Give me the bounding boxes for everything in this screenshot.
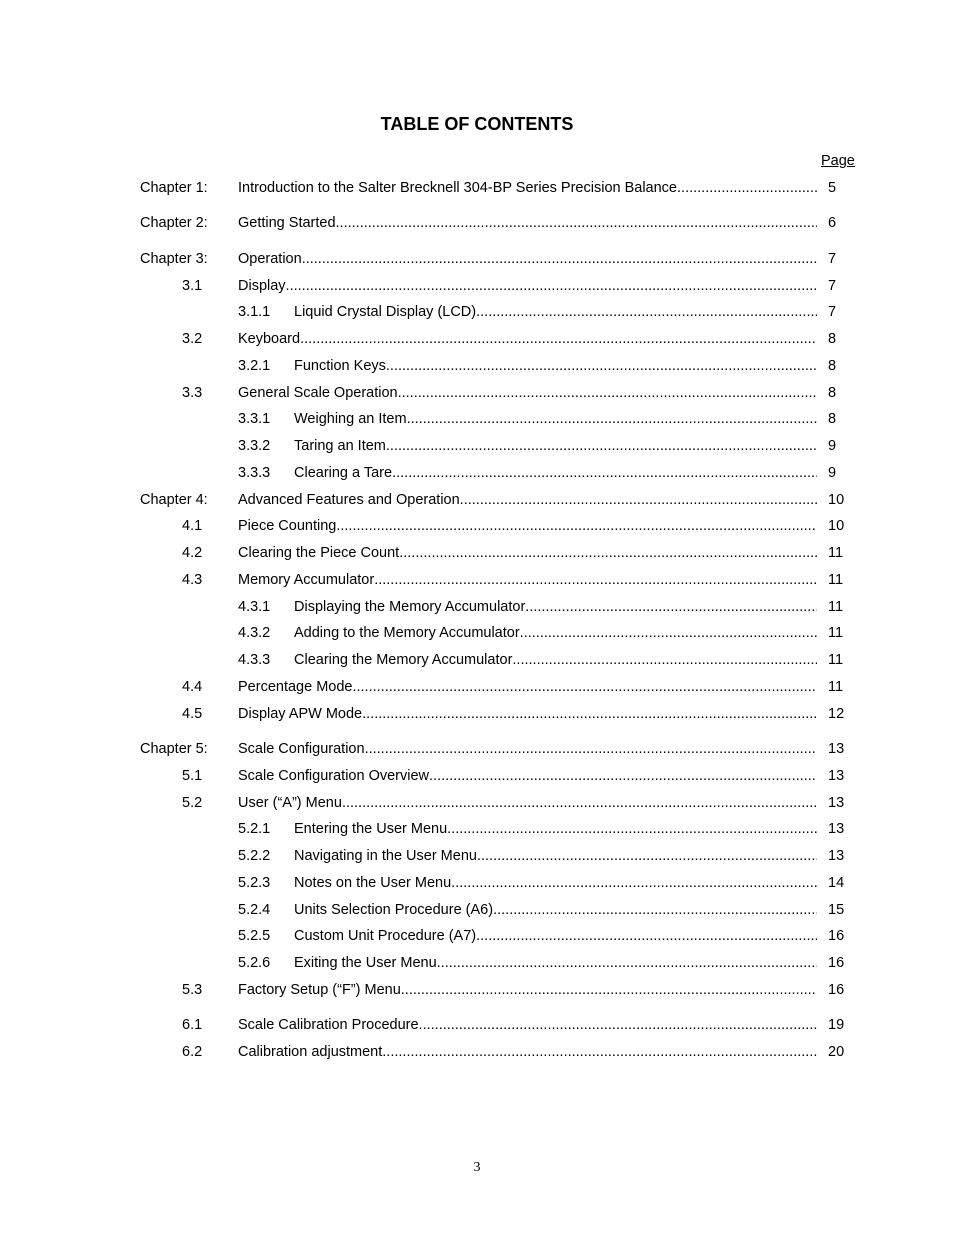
toc-entry-title: Scale Configuration (238, 741, 365, 757)
toc-entry-title-line (238, 329, 817, 349)
toc-entry (0, 704, 954, 724)
toc-entry (0, 623, 954, 643)
toc-subsection-number: 3.2.1 (238, 358, 271, 374)
toc-entry-title-line (238, 900, 817, 920)
toc-entry (0, 178, 954, 198)
toc-subsection-number: 4.3.2 (238, 625, 271, 641)
toc-entry-title-line (238, 436, 817, 456)
toc-entry (0, 436, 954, 456)
dot-leader (362, 704, 817, 724)
toc-entry-title: Exiting the User Menu (294, 955, 437, 971)
toc-subsection-number: 4.3.3 (238, 652, 271, 668)
toc-entry (0, 329, 954, 349)
toc-page-number: 10 (828, 492, 845, 508)
toc-subsection-number: 3.3.1 (238, 411, 271, 427)
toc-entry (0, 739, 954, 759)
toc-entry-title: Display APW Mode (238, 706, 363, 722)
toc-entry-title-line (238, 650, 817, 670)
toc-page-number: 20 (828, 1044, 845, 1060)
dot-leader (392, 463, 817, 483)
toc-entry-title: User (“A”) Menu (238, 795, 342, 811)
toc-entry-title-line (238, 409, 817, 429)
toc-entry-title: Clearing the Piece Count (238, 545, 400, 561)
dot-leader (493, 900, 817, 920)
toc-entry-title: Entering the User Menu (294, 821, 448, 837)
toc-chapter-label: Chapter 5: (140, 741, 208, 757)
toc-section-number: 6.1 (182, 1017, 203, 1033)
toc-entry-title: Scale Configuration Overview (238, 768, 430, 784)
toc-entry (0, 766, 954, 786)
toc-section-number: 5.2 (182, 795, 203, 811)
toc-entry-title-line (238, 953, 817, 973)
toc-page-number: 9 (828, 438, 837, 454)
dot-leader (677, 178, 817, 198)
toc-entry (0, 793, 954, 813)
dot-leader (300, 329, 817, 349)
dot-leader (374, 570, 817, 590)
toc-entry-title-line (238, 926, 817, 946)
toc-page-number: 11 (828, 652, 844, 668)
toc-page-number: 11 (828, 679, 844, 695)
toc-entry-title-line (238, 463, 817, 483)
toc-page-number: 15 (828, 902, 845, 918)
toc-entry (0, 490, 954, 510)
toc-entry (0, 516, 954, 536)
toc-entry-title: Displaying the Memory Accumulator (294, 599, 526, 615)
toc-section-number: 4.4 (182, 679, 203, 695)
dot-leader (520, 623, 817, 643)
toc-entry-title: Clearing the Memory Accumulator (294, 652, 513, 668)
toc-page-number: 8 (828, 411, 837, 427)
dot-leader (419, 1015, 817, 1035)
toc-entry (0, 650, 954, 670)
toc-entry-title: Calibration adjustment (238, 1044, 383, 1060)
toc-entry (0, 819, 954, 839)
toc-subsection-number: 5.2.3 (238, 875, 271, 891)
dot-leader (407, 409, 817, 429)
toc-entry (0, 276, 954, 296)
toc-entry-title-line (238, 302, 817, 322)
toc-entry-title-line (238, 383, 817, 403)
toc-entry-title-line (238, 178, 817, 198)
toc-entry-title-line (238, 490, 817, 510)
toc-entry-title: Display (238, 278, 286, 294)
toc-page-number: 7 (828, 278, 837, 294)
dot-leader (352, 677, 817, 697)
dot-leader (477, 846, 817, 866)
toc-page-number: 13 (828, 821, 845, 837)
toc-subsection-number: 5.2.6 (238, 955, 271, 971)
toc-page-number: 16 (828, 982, 845, 998)
toc-entry-title: Keyboard (238, 331, 301, 347)
toc-page-number: 5 (828, 180, 837, 196)
toc-entry-title: Adding to the Memory Accumulator (294, 625, 520, 641)
toc-entry-title-line (238, 1042, 817, 1062)
page-column-header: Page (821, 153, 855, 169)
toc-chapter-label: Chapter 1: (140, 180, 208, 196)
dot-leader (429, 766, 817, 786)
toc-entry-title: Percentage Mode (238, 679, 353, 695)
toc-entry-title: General Scale Operation (238, 385, 398, 401)
toc-entry-title: Navigating in the User Menu (294, 848, 477, 864)
toc-entry-title: Weighing an Item (294, 411, 407, 427)
toc-entry-title: Memory Accumulator (238, 572, 375, 588)
toc-entry-title: Advanced Features and Operation (238, 492, 460, 508)
toc-entry (0, 1015, 954, 1035)
toc-entry-title: Introduction to the Salter Brecknell 304-BP Series Precision Balance (238, 180, 678, 196)
toc-entry-title-line (238, 846, 817, 866)
toc-subsection-number: 5.2.5 (238, 928, 271, 944)
toc-entry-title-line (238, 677, 817, 697)
dot-leader (286, 276, 817, 296)
toc-entry-title-line (238, 819, 817, 839)
footer-page-number: 3 (473, 1160, 481, 1175)
toc-entry-title: Notes on the User Menu (294, 875, 452, 891)
dot-leader (401, 980, 817, 1000)
toc-subsection-number: 3.3.3 (238, 465, 271, 481)
toc-entry (0, 302, 954, 322)
toc-page-number: 8 (828, 385, 837, 401)
toc-entry-title: Clearing a Tare (294, 465, 393, 481)
toc-subsection-number: 5.2.4 (238, 902, 271, 918)
toc-entry-title: Custom Unit Procedure (A7) (294, 928, 477, 944)
toc-entry-title-line (238, 543, 817, 563)
toc-entry (0, 873, 954, 893)
toc-page-number: 19 (828, 1017, 845, 1033)
dot-leader (437, 953, 817, 973)
toc-entry-title: Taring an Item (294, 438, 386, 454)
toc-section-number: 3.1 (182, 278, 203, 294)
toc-page-number: 11 (828, 599, 844, 615)
toc-entry (0, 409, 954, 429)
page-title: TABLE OF CONTENTS (380, 114, 574, 134)
toc-section-number: 3.2 (182, 331, 203, 347)
toc-entry-title-line (238, 873, 817, 893)
toc-entry-title-line (238, 623, 817, 643)
toc-entry-title-line (238, 356, 817, 376)
dot-leader (525, 597, 817, 617)
toc-entry-title: Scale Calibration Procedure (238, 1017, 419, 1033)
toc-subsection-number: 5.2.1 (238, 821, 271, 837)
toc-page-number: 16 (828, 955, 845, 971)
toc-section-number: 5.3 (182, 982, 203, 998)
toc-entry-title-line (238, 213, 817, 233)
toc-page-number: 9 (828, 465, 837, 481)
toc-section-number: 4.5 (182, 706, 203, 722)
dot-leader (386, 436, 817, 456)
toc-entry-title-line (238, 1015, 817, 1035)
toc-page-number: 8 (828, 331, 837, 347)
toc-entry-title-line (238, 793, 817, 813)
toc-page-number: 13 (828, 795, 845, 811)
toc-entry-title: Units Selection Procedure (A6) (294, 902, 494, 918)
dot-leader (336, 213, 817, 233)
toc-entry (0, 926, 954, 946)
toc-entry (0, 383, 954, 403)
toc-page-number: 11 (828, 545, 844, 561)
toc-entry (0, 463, 954, 483)
toc-entry-title: Piece Counting (238, 518, 337, 534)
toc-subsection-number: 3.1.1 (238, 304, 271, 320)
toc-entry (0, 846, 954, 866)
toc-entry (0, 543, 954, 563)
toc-entry (0, 677, 954, 697)
toc-entry-title-line (238, 249, 817, 269)
dot-leader (365, 739, 817, 759)
dot-leader (512, 650, 817, 670)
toc-entry (0, 1042, 954, 1062)
toc-page-number: 7 (828, 251, 837, 267)
toc-entry (0, 356, 954, 376)
toc-entry-title: Liquid Crystal Display (LCD) (294, 304, 477, 320)
toc-section-number: 5.1 (182, 768, 203, 784)
dot-leader (460, 490, 817, 510)
toc-entry (0, 597, 954, 617)
dot-leader (476, 926, 817, 946)
toc-section-number: 4.1 (182, 518, 203, 534)
toc-page-number: 14 (828, 875, 845, 891)
toc-section-number: 4.3 (182, 572, 203, 588)
toc-page-number: 16 (828, 928, 845, 944)
dot-leader (398, 383, 817, 403)
toc-section-number: 6.2 (182, 1044, 203, 1060)
toc-page-number: 7 (828, 304, 837, 320)
toc-entry (0, 249, 954, 269)
toc-entry-title-line (238, 597, 817, 617)
toc-subsection-number: 3.3.2 (238, 438, 271, 454)
toc-entry-title: Function Keys (294, 358, 386, 374)
toc-entry-title-line (238, 766, 817, 786)
toc-entry-title-line (238, 516, 817, 536)
dot-leader (336, 516, 817, 536)
toc-page-number: 6 (828, 215, 837, 231)
toc-entry-title-line (238, 739, 817, 759)
toc-page-number: 8 (828, 358, 837, 374)
toc-chapter-label: Chapter 3: (140, 251, 208, 267)
toc-page-number: 12 (828, 706, 845, 722)
toc-entry-title-line (238, 980, 817, 1000)
dot-leader (342, 793, 817, 813)
dot-leader (451, 873, 817, 893)
toc-chapter-label: Chapter 2: (140, 215, 208, 231)
toc-entry (0, 900, 954, 920)
toc-entry-title: Operation (238, 251, 302, 267)
toc-subsection-number: 4.3.1 (238, 599, 271, 615)
toc-page-number: 11 (828, 572, 844, 588)
toc-entry (0, 980, 954, 1000)
toc-chapter-label: Chapter 4: (140, 492, 208, 508)
toc-entry-title: Factory Setup (“F”) Menu (238, 982, 401, 998)
toc-entry-title-line (238, 276, 817, 296)
toc-entry-title: Getting Started (238, 215, 336, 231)
toc-section-number: 4.2 (182, 545, 203, 561)
dot-leader (302, 249, 817, 269)
toc-section-number: 3.3 (182, 385, 203, 401)
toc-subsection-number: 5.2.2 (238, 848, 271, 864)
dot-leader (386, 356, 817, 376)
toc-page-number: 13 (828, 741, 845, 757)
toc-entry-title-line (238, 570, 817, 590)
toc-entry (0, 570, 954, 590)
dot-leader (382, 1042, 817, 1062)
toc-page-number: 13 (828, 768, 845, 784)
toc-page-number: 13 (828, 848, 845, 864)
dot-leader (476, 302, 817, 322)
toc-entry (0, 213, 954, 233)
toc-page-number: 10 (828, 518, 845, 534)
dot-leader (447, 819, 817, 839)
toc-page-number: 11 (828, 625, 844, 641)
toc-entry-title-line (238, 704, 817, 724)
toc-entry (0, 953, 954, 973)
dot-leader (399, 543, 817, 563)
